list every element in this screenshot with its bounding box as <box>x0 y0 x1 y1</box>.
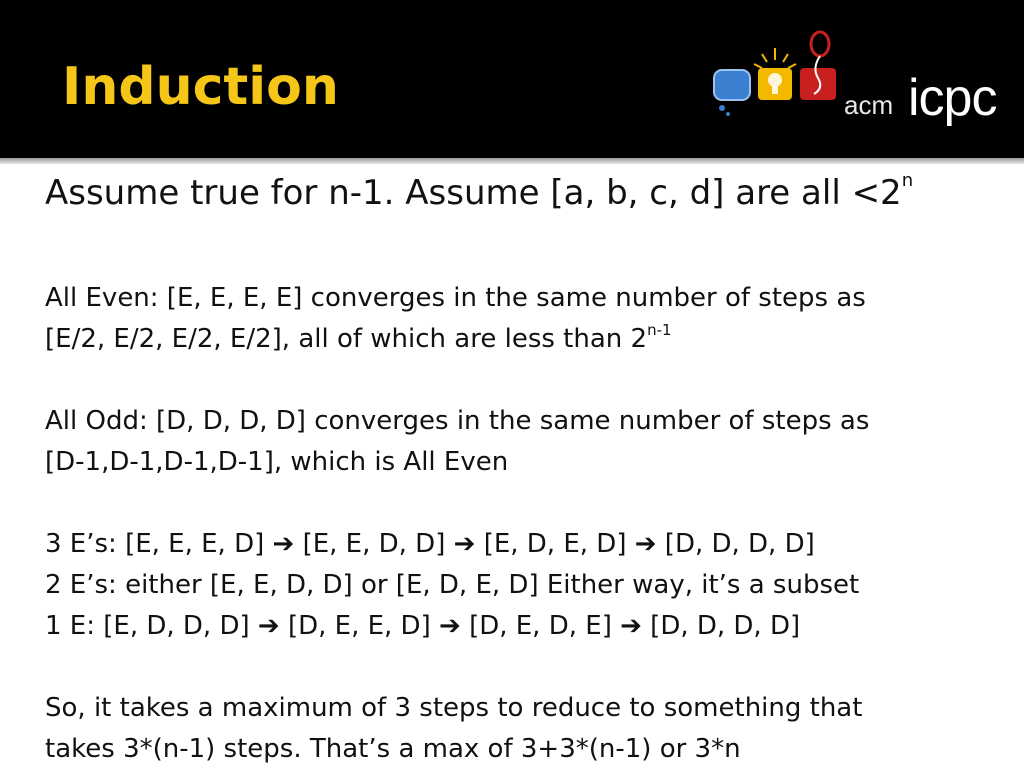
all-odd-line-2: [D-1,D-1,D-1,D-1], which is All Even <box>45 447 509 477</box>
all-even-line-1: All Even: [E, E, E, E] converges in the same number of steps as <box>45 283 866 313</box>
one-e-sequence: 1 E: [E, D, D, D] ➔ [D, E, E, D] ➔ [D, E, D, E] ➔ [D, D, D, D] <box>45 606 1005 647</box>
arrow-right-icon: ➔ <box>453 529 476 559</box>
conclusion-line-2: takes 3*(n-1) steps. That’s a max of 3+3*(n-1) or 3*n <box>45 734 741 764</box>
logo-acm-text: acm <box>844 90 894 120</box>
slide-title: Induction <box>62 57 339 117</box>
all-odd-line-1: All Odd: [D, D, D, D] converges in the same number of steps as <box>45 406 870 436</box>
header-divider <box>0 158 1024 164</box>
conclusion-line-1: So, it takes a maximum of 3 steps to reduce to something that <box>45 693 863 723</box>
three-e-sequence: 3 E’s: [E, E, E, D] ➔ [E, E, D, D] ➔ [E, D, E, D] ➔ [D, D, D, D] <box>45 524 1005 565</box>
all-even-line-2: [E/2, E/2, E/2, E/2], all of which are less than 2$^{n-1}$ <box>45 321 672 354</box>
induction-assumption: Assume true for n-1. Assume [a, b, c, d] are all $<2^n$ <box>45 170 914 213</box>
arrow-right-icon: ➔ <box>272 529 295 559</box>
logo-icpc-text: icpc <box>908 69 997 127</box>
arrow-right-icon: ➔ <box>634 529 657 559</box>
slide-body <box>45 168 1005 770</box>
two-e-line: 2 E’s: either [E, E, D, D] or [E, D, E, D] Either way, it’s a subset <box>45 570 860 600</box>
arrow-right-icon: ➔ <box>439 611 461 641</box>
arrow-right-icon: ➔ <box>620 611 642 641</box>
logo-emblem-icon <box>712 28 852 128</box>
arrow-right-icon: ➔ <box>257 611 280 641</box>
acm-icpc-logo <box>712 28 1018 138</box>
even-exponent: n-1 <box>647 321 672 339</box>
slide-header <box>0 0 1024 158</box>
assumption-exponent: n <box>901 170 914 191</box>
